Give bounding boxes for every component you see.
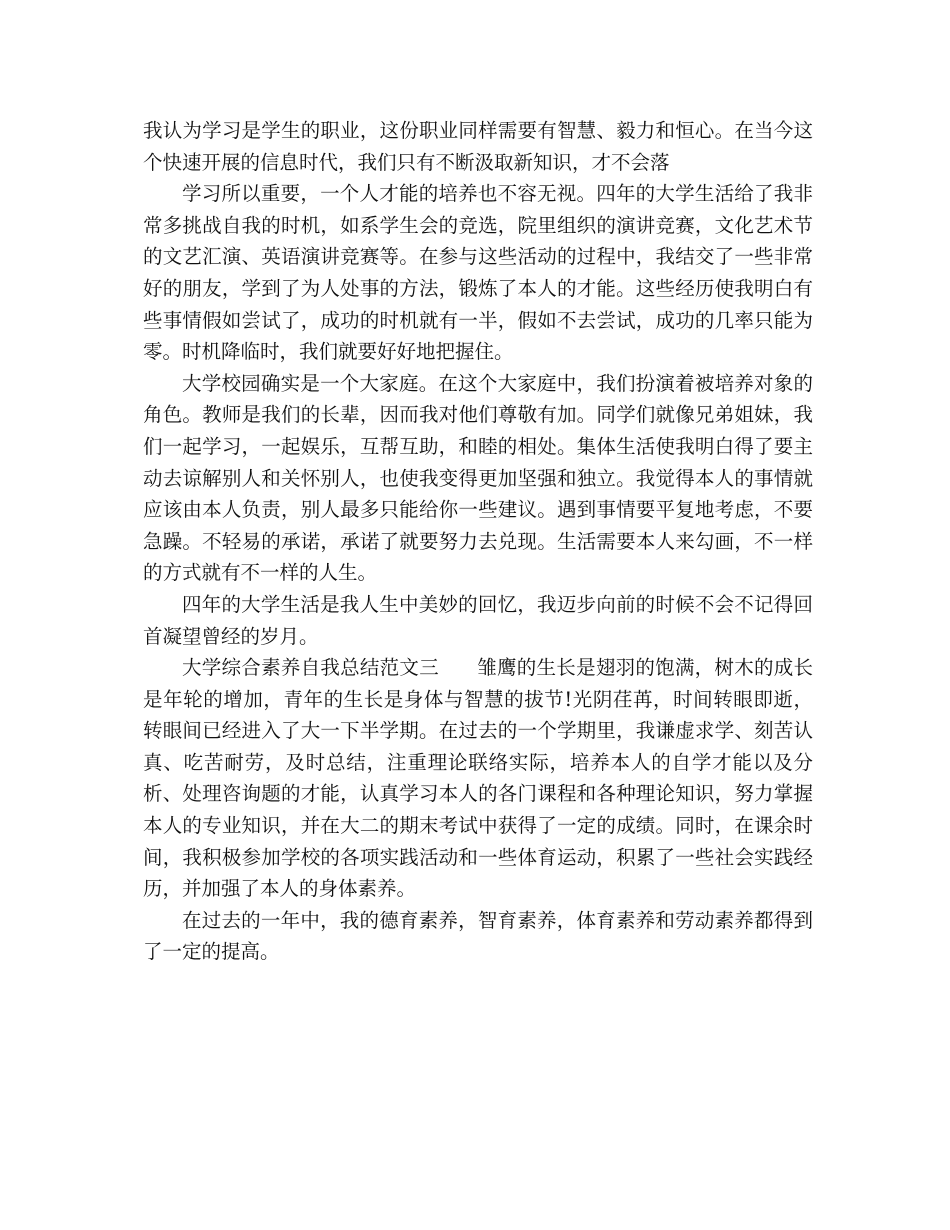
paragraph-text: 大学校园确实是一个大家庭。在这个大家庭中，我们扮演着被培养对象的角色。教师是我们的长辈，因而我对他们尊敬有加。同学们就像兄弟姐妹，我们一起学习，一起娱乐，互帮互助，和睦的相处。集体生活使我明白得了要主动去谅解别人和关怀别人，也使我变得更加坚强和独立。我觉得本人的事情就应该由本人负责，别人最多只能给你一些建议。遇到事情要平复地考虑，不要急躁。不轻易的承诺，承诺了就要努力去兑现。生活需要本人来勾画，不一样的方式就有不一样的人生。 [143,371,813,585]
paragraph-4 [143,589,813,652]
paragraph-6 [143,905,813,968]
section-heading: 大学综合素养自我总结范文三 [182,656,439,680]
paragraph-text: 学习所以重要，一个人才能的培养也不容无视。四年的大学生活给了我非常多挑战自我的时机，如系学生会的竞选，院里组织的演讲竞赛，文化艺术节的文艺汇演、英语演讲竞赛等。在参与这些活动的过程中，我结交了一些非常好的朋友，学到了为人处事的方法，锻炼了本人的才能。这些经历使我明白有些事情假如尝试了，成功的时机就有一半，假如不去尝试，成功的几率只能为零。时机降临时，我们就要好好地把握住。 [143,182,813,364]
paragraph-text: 在过去的一年中，我的德育素养，智育素养，体育素养和劳动素养都得到了一定的提高。 [143,908,813,964]
paragraph-text: 雏鹰的生长是翅羽的饱满，树木的成长是年轮的增加，青年的生长是身体与智慧的拔节!光阴荏苒，时间转眼即逝，转眼间已经进入了大一下半学期。在过去的一个学期里，我谦虚求学、刻苦认真、吃苦耐劳，及时总结，注重理论联络实际，培养本人的自学才能以及分析、处理咨询题的才能，认真学习本人的各门课程和各种理论知识，努力掌握本人的专业知识，并在大二的期末考试中获得了一定的成绩。同时，在课余时间，我积极参加学校的各项实践活动和一些体育运动，积累了一些社会实践经历，并加强了本人的身体素养。 [143,656,813,901]
paragraph-5 [143,652,813,905]
paragraph-1 [143,115,813,178]
paragraph-3 [143,368,813,589]
paragraph-text: 四年的大学生活是我人生中美妙的回忆，我迈步向前的时候不会不记得回首凝望曾经的岁月。 [143,592,813,648]
document-page [143,115,813,968]
paragraph-2 [143,178,813,368]
paragraph-text: 我认为学习是学生的职业，这份职业同样需要有智慧、毅力和恒心。在当今这个快速开展的信息时代，我们只有不断汲取新知识，才不会落 [143,119,813,174]
